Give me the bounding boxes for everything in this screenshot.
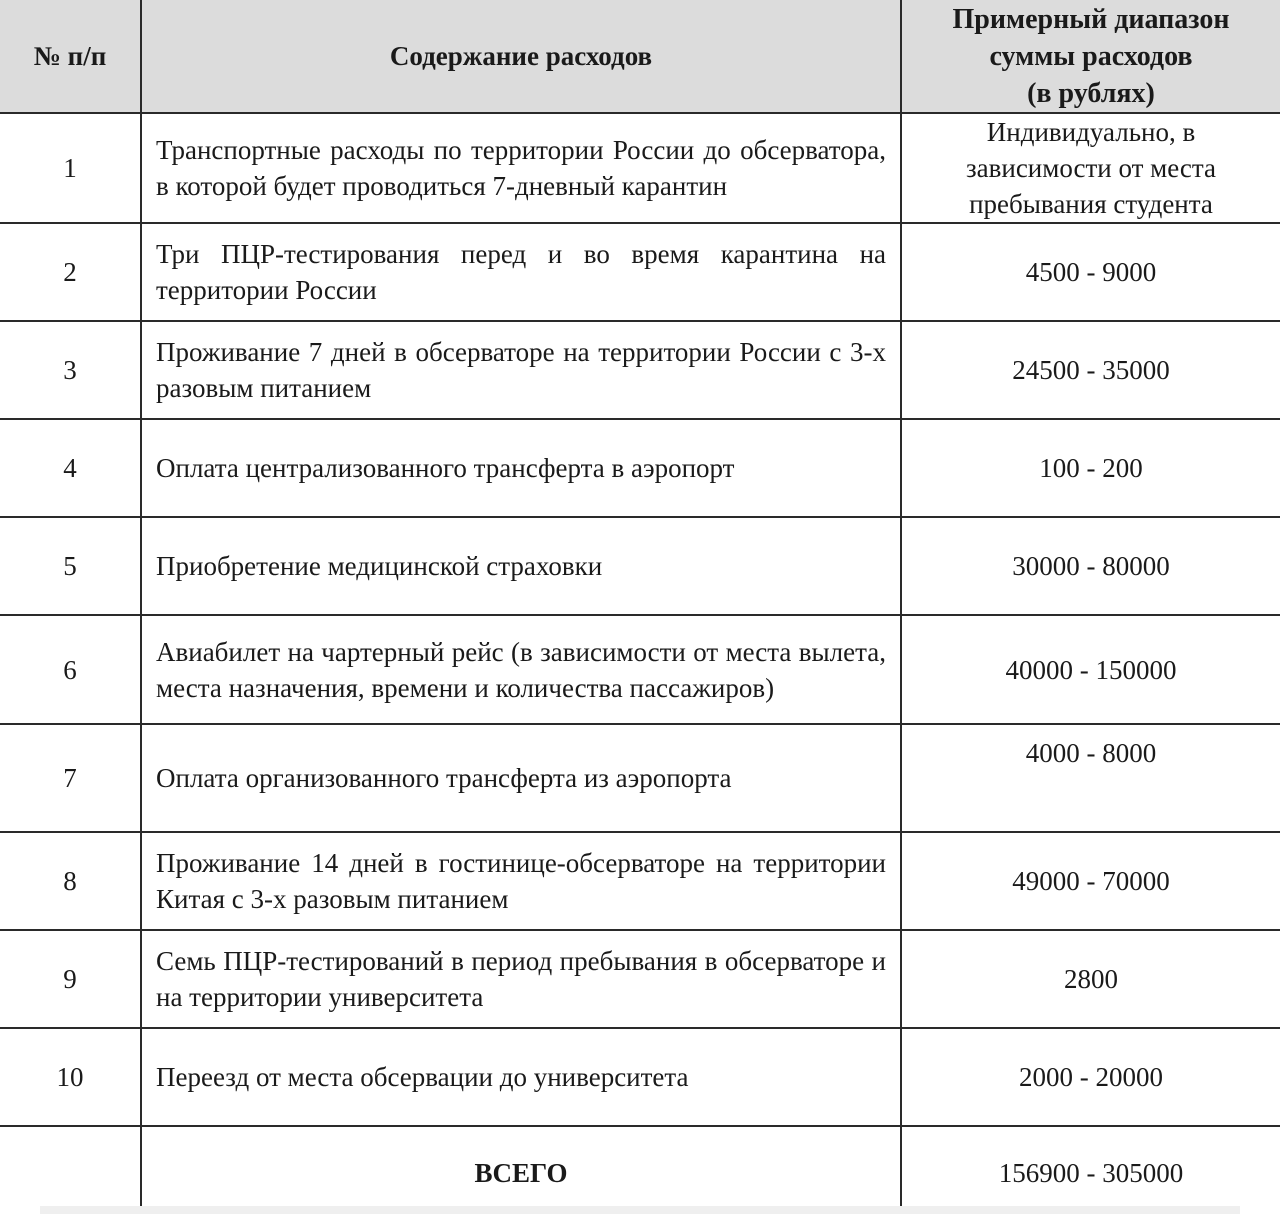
- header-sum-line2: суммы расходов: [989, 40, 1193, 72]
- row-desc: Семь ПЦР-тестирований в период пребывания в обсерваторе и на территории университета: [141, 930, 901, 1028]
- row-desc: Оплата централизованного трансферта в аэропорт: [141, 419, 901, 517]
- row-num: 5: [0, 517, 141, 615]
- row-num: 8: [0, 832, 141, 930]
- table-row: [0, 419, 1280, 517]
- total-num-cell: [0, 1126, 141, 1214]
- row-num: 6: [0, 615, 141, 724]
- table-row: [0, 930, 1280, 1028]
- row-desc: Приобретение медицинской страховки: [141, 517, 901, 615]
- row-sum: 2800: [901, 930, 1280, 1028]
- row-num: 4: [0, 419, 141, 517]
- total-row: [0, 1126, 1280, 1214]
- row-desc: Авиабилет на чартерный рейс (в зависимости от места вылета, места назначения, времени и количества пассажиров): [141, 615, 901, 724]
- row-sum: 24500 - 35000: [901, 321, 1280, 419]
- header-num: № п/п: [0, 0, 141, 113]
- header-sum-line3: (в рублях): [1027, 77, 1155, 109]
- total-sum: 156900 - 305000: [901, 1126, 1280, 1214]
- row-num: 9: [0, 930, 141, 1028]
- bottom-divider: [40, 1206, 1240, 1214]
- row-sum: 100 - 200: [901, 419, 1280, 517]
- row-num: 1: [0, 113, 141, 223]
- row-num: 2: [0, 223, 141, 321]
- row-sum: 40000 - 150000: [901, 615, 1280, 724]
- table-row: [0, 113, 1280, 223]
- row-sum: 4500 - 9000: [901, 223, 1280, 321]
- row-desc: Переезд от места обсервации до университета: [141, 1028, 901, 1126]
- row-desc: Транспортные расходы по территории России до обсерватора, в которой будет проводиться 7-дневный карантин: [141, 113, 901, 223]
- table-row: [0, 724, 1280, 832]
- row-num: 10: [0, 1028, 141, 1126]
- row-num: 3: [0, 321, 141, 419]
- header-sum-line1: Примерный диапазон: [952, 3, 1230, 35]
- table-row: [0, 1028, 1280, 1126]
- table-row: [0, 517, 1280, 615]
- table-row: [0, 321, 1280, 419]
- table-row: [0, 832, 1280, 930]
- row-sum: Индивидуально, в зависимости от места пребывания студента: [901, 113, 1280, 223]
- row-sum: 49000 - 70000: [901, 832, 1280, 930]
- header-sum: [901, 0, 1280, 113]
- table-header-row: [0, 0, 1280, 113]
- total-label: ВСЕГО: [141, 1126, 901, 1214]
- row-sum: 2000 - 20000: [901, 1028, 1280, 1126]
- row-num: 7: [0, 724, 141, 832]
- row-sum: 4000 - 8000: [901, 724, 1280, 832]
- header-desc: Содержание расходов: [141, 0, 901, 113]
- row-sum: 30000 - 80000: [901, 517, 1280, 615]
- table-row: [0, 223, 1280, 321]
- row-desc: Проживание 7 дней в обсерваторе на территории России с 3-х разовым питанием: [141, 321, 901, 419]
- row-desc: Проживание 14 дней в гостинице-обсерваторе на территории Китая с 3-х разовым питанием: [141, 832, 901, 930]
- row-desc: Оплата организованного трансферта из аэропорта: [141, 724, 901, 832]
- row-desc: Три ПЦР-тестирования перед и во время карантина на территории России: [141, 223, 901, 321]
- table-row: [0, 615, 1280, 724]
